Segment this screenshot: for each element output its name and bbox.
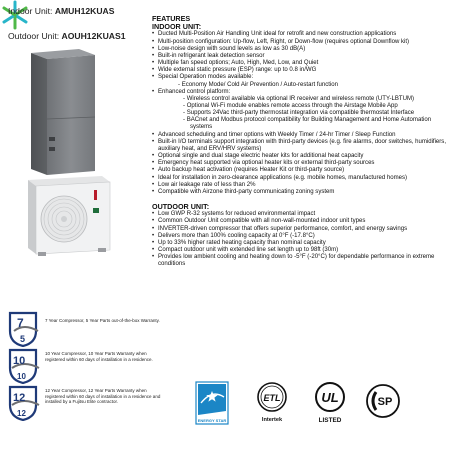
- air-handler-image: [29, 47, 97, 177]
- warranty-badge-bottom: 5: [20, 334, 26, 344]
- warranty-badge-icon: [6, 383, 42, 421]
- feature-item: • Advanced scheduling and timer options with Weekly Timer / 24-hr Timer / Sleep Function: [152, 132, 447, 139]
- feature-item: • Auto backup heat activation (requires Heater Kit or third-party source): [152, 167, 447, 174]
- warranty-badge-bottom: 12: [17, 409, 26, 418]
- feature-item: • Built-in I/O terminals support integration with third-party devices (e.g. fire alarms, door switches, humidifiers, auxiliary heat, and ERV/HRV systems): [152, 139, 447, 153]
- etl-intertek-label: Intertek: [261, 417, 283, 423]
- feature-item: [152, 89, 447, 132]
- features-heading: FEATURES: [152, 14, 191, 23]
- warranty-12-12: [6, 383, 161, 421]
- indoor-feature-list: [152, 31, 447, 196]
- control-item: - Optional Wi-Fi module enables remote access through the Airstage Mobile App: [170, 103, 447, 110]
- outdoor-unit-label: [8, 31, 126, 41]
- feature-item: • Up to 33% higher rated heating capacity than nominal capacity: [152, 240, 447, 247]
- special-modes-item: - Economy Mode/ Cold Air Prevention / Auto-restart function: [178, 82, 447, 89]
- warranty-text: 10 Year Compressor, 10 Year Parts Warranty when registered within 60 days of installation in a residence.: [45, 351, 153, 362]
- outdoor-heading: OUTDOOR UNIT:: [152, 202, 210, 211]
- warranty-badge-icon: [6, 309, 42, 347]
- etl-listed-logo: [256, 381, 288, 425]
- feature-item: • Provides low ambient cooling and heating down to -5°F (-20°C) for dependable performance in extreme conditions: [152, 254, 447, 268]
- csa-logo: [366, 383, 400, 419]
- warranty-badge-top: 12: [13, 392, 26, 404]
- indoor-unit-label: [8, 6, 115, 16]
- special-modes-label: Special Operation modes available:: [158, 74, 254, 81]
- feature-item: • Low GWP R-32 systems for reduced environmental impact: [152, 211, 447, 218]
- outdoor-feature-list: [152, 211, 447, 268]
- warranty-text: 12 Year Compressor, 12 Year Parts Warranty when registered within 60 days of installation in a residence and installed by a Fujitsu Elite contractor.: [45, 388, 161, 405]
- feature-item: • Common Outdoor Unit compatible with all non-wall-mounted indoor unit types: [152, 218, 447, 225]
- enhanced-control-label: Enhanced control platform:: [158, 88, 231, 95]
- indoor-unit-prefix: Indoor Unit:: [8, 6, 55, 16]
- control-item: - Wireless control available via optional IR receiver and wireless remote (UTY-LBTUM): [170, 96, 447, 103]
- feature-item: • Ducted Multi-Position Air Handling Unit ideal for retrofit and new construction applications: [152, 31, 447, 38]
- feature-item: • Emergency heat supported via optional heater kits or external third-party sources: [152, 160, 447, 167]
- ul-listed-label: LISTED: [318, 417, 342, 424]
- outdoor-condenser-image: [22, 174, 112, 258]
- csa-mark: SP: [377, 396, 393, 408]
- warranty-badge-icon: [6, 346, 42, 384]
- outdoor-unit-prefix: Outdoor Unit:: [8, 31, 62, 41]
- outdoor-unit-model: AOUH12KUAS1: [61, 31, 126, 41]
- special-modes-list: [158, 82, 447, 89]
- indoor-unit-model: AMUH12KUAS: [54, 6, 115, 16]
- energy-star-label: ENERGY STAR: [197, 418, 227, 423]
- feature-item: • Optional single and dual stage electric heater kits for additional heat capacity: [152, 153, 447, 160]
- control-item: - BACnet and Modbus protocol compatibility for Building Management and Home Automation systems: [170, 117, 447, 131]
- control-item: - Supports 24Vac third-party thermostat integration via compatible thermostat Interface: [170, 110, 447, 117]
- warranty-text: 7 Year Compressor, 5 Year Parts out-of-the-box Warranty.: [45, 318, 160, 323]
- warranty-badge-top: 10: [13, 355, 26, 367]
- feature-item: • Multiple fan speed options; Auto, High, Med, Low, and Quiet: [152, 60, 447, 67]
- indoor-heading: INDOOR UNIT:: [152, 22, 202, 32]
- feature-item: • Wide external static pressure (ESP) range: up to 0.8 in/WG: [152, 67, 447, 74]
- feature-item: • Compact outdoor unit with extended line set length up to 98ft (30m): [152, 247, 447, 254]
- features-section: [152, 15, 447, 268]
- feature-item: • Low air leakage rate of less than 2%: [152, 182, 447, 189]
- feature-item: • Low-noise design with sound levels as low as 30 dB(A): [152, 46, 447, 53]
- feature-item: • Built-in refrigerant leak detection sensor: [152, 53, 447, 60]
- ul-listed-logo: [314, 381, 346, 425]
- control-list: [158, 96, 447, 132]
- feature-item: • Ideal for installation in zero-clearance applications (e.g. mobile homes, manufactured homes): [152, 175, 447, 182]
- warranty-badge-bottom: 10: [17, 372, 26, 381]
- feature-item: • Compatible with Airzone third-party communicating zoning system: [152, 189, 447, 196]
- warranty-10-10: [6, 346, 161, 384]
- feature-item: • INVERTER-driven compressor that offers superior performance, comfort, and energy savings: [152, 226, 447, 233]
- feature-item: • Multi-position configuration: Up-flow, Left, Right, or Down-flow (requires optional Downflow kit): [152, 39, 447, 46]
- energy-star-logo: [195, 381, 229, 425]
- feature-item: [152, 74, 447, 88]
- warranty-7-5: [6, 309, 161, 347]
- warranty-badge-top: 7: [17, 316, 24, 330]
- ul-mark: UL: [321, 390, 339, 405]
- etl-mark: ETL: [263, 393, 281, 403]
- feature-item: • Delivers more than 100% cooling capacity at 0°F (-17.8°C): [152, 233, 447, 240]
